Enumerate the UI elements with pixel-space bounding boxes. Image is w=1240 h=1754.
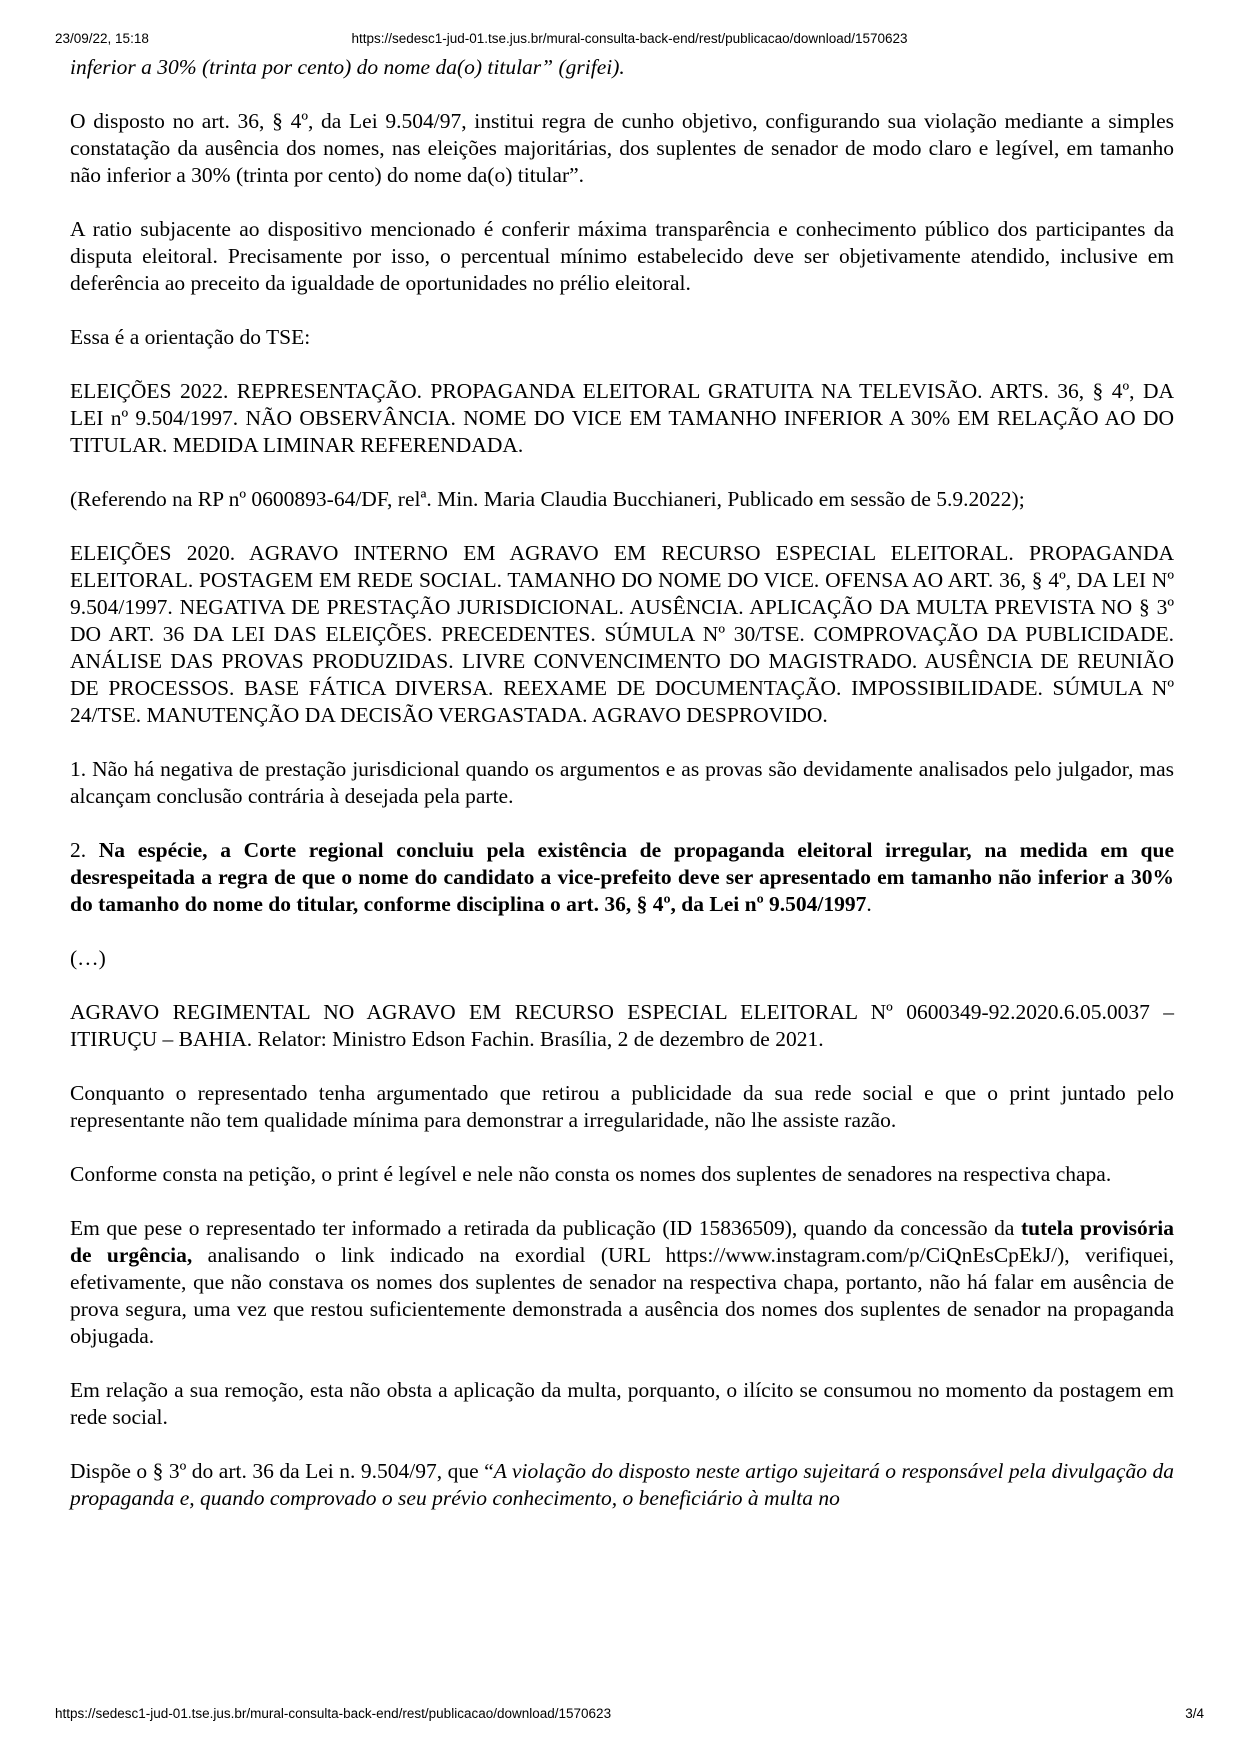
paragraph	[70, 378, 1174, 459]
print-datetime: 23/09/22, 15:18	[55, 31, 149, 46]
text-run: 2.	[70, 838, 99, 862]
text-run: AGRAVO REGIMENTAL NO AGRAVO EM RECURSO ESPECIAL ELEITORAL Nº 0600349-92.2020.6.05.0037 – ITIRUÇU – BAHIA. Relator: Ministro Edson Fachin. Brasília, 2 de dezembro de 2021.	[70, 1000, 1174, 1051]
page-number: 3/4	[1185, 1706, 1204, 1721]
text-run: inferior a 30% (trinta por cento) do nome da(o) titular” (grifei).	[70, 55, 625, 79]
paragraph	[70, 1161, 1174, 1188]
text-run: Dispõe o § 3º do art. 36 da Lei n. 9.504/97, que “	[70, 1459, 494, 1483]
paragraph	[70, 108, 1174, 189]
text-run: analisando o link indicado na exordial (URL https://www.instagram.com/p/CiQnEsCpEkJ/), verifiquei, efetivamente, que não constava os nomes dos suplentes de senador na respectiva chapa, portanto, não há falar em ausência de prova segura, uma vez que restou suficientemente demonstrada a ausência dos nomes dos suplentes de senador na propaganda objugada.	[70, 1243, 1174, 1348]
paragraph	[70, 1080, 1174, 1134]
paragraph	[70, 1215, 1174, 1350]
print-header	[55, 30, 1204, 48]
paragraph	[70, 486, 1174, 513]
paragraph	[70, 1377, 1174, 1431]
text-run: Conforme consta na petição, o print é legível e nele não consta os nomes dos suplentes de senadores na respectiva chapa.	[70, 1162, 1112, 1186]
text-run: (Referendo na RP nº 0600893-64/DF, relª. Min. Maria Claudia Bucchianeri, Publicado em sessão de 5.9.2022);	[70, 487, 1025, 511]
paragraph	[70, 837, 1174, 918]
print-footer-url: https://sedesc1-jud-01.tse.jus.br/mural-consulta-back-end/rest/publicacao/download/1570623	[55, 1706, 612, 1721]
text-run: 1. Não há negativa de prestação jurisdicional quando os argumentos e as provas são devidamente analisados pelo julgador, mas alcançam conclusão contrária à desejada pela parte.	[70, 757, 1174, 808]
paragraph	[70, 216, 1174, 297]
text-run: Essa é a orientação do TSE:	[70, 325, 311, 349]
text-run: A violação do disposto neste artigo sujeitará o responsável pela divulgação da propaganda e, quando comprovado o seu prévio conhecimento, o beneficiário à multa no	[70, 1459, 1174, 1510]
print-header-url: https://sedesc1-jud-01.tse.jus.br/mural-consulta-back-end/rest/publicacao/download/1570623	[351, 31, 908, 46]
paragraph	[70, 756, 1174, 810]
text-run: .	[866, 892, 872, 916]
text-run: (…)	[70, 946, 106, 970]
text-run: Conquanto o representado tenha argumentado que retirou a publicidade da sua rede social e que o print juntado pelo representante não tem qualidade mínima para demonstrar a irregularidade, não lhe assiste razão.	[70, 1081, 1174, 1132]
text-run: Em relação a sua remoção, esta não obsta a aplicação da multa, porquanto, o ilícito se consumou no momento da postagem em rede social.	[70, 1378, 1174, 1429]
text-run: Em que pese o representado ter informado a retirada da publicação (ID 15836509), quando da concessão da	[70, 1216, 1021, 1240]
paragraph	[70, 54, 1174, 81]
text-run: ELEIÇÕES 2020. AGRAVO INTERNO EM AGRAVO EM RECURSO ESPECIAL ELEITORAL. PROPAGANDA ELEITORAL. POSTAGEM EM REDE SOCIAL. TAMANHO DO NOME DO VICE. OFENSA AO ART. 36, § 4º, DA LEI Nº 9.504/1997. NEGATIVA DE PRESTAÇÃO JURISDICIONAL. AUSÊNCIA. APLICAÇÃO DA MULTA PREVISTA NO § 3º DO ART. 36 DA LEI DAS ELEIÇÕES. PRECEDENTES. SÚMULA Nº 30/TSE. COMPROVAÇÃO DA PUBLICIDADE. ANÁLISE DAS PROVAS PRODUZIDAS. LIVRE CONVENCIMENTO DO MAGISTRADO. AUSÊNCIA DE REUNIÃO DE PROCESSOS. BASE FÁTICA DIVERSA. REEXAME DE DOCUMENTAÇÃO. IMPOSSIBILIDADE. SÚMULA Nº 24/TSE. MANUTENÇÃO DA DECISÃO VERGASTADA. AGRAVO DESPROVIDO.	[70, 541, 1174, 727]
text-run: A ratio subjacente ao dispositivo mencionado é conferir máxima transparência e conhecimento público dos participantes da disputa eleitoral. Precisamente por isso, o percentual mínimo estabelecido deve ser objetivamente atendido, inclusive em deferência ao preceito da igualdade de oportunidades no prélio eleitoral.	[70, 217, 1174, 295]
text-run: ELEIÇÕES 2022. REPRESENTAÇÃO. PROPAGANDA ELEITORAL GRATUITA NA TELEVISÃO. ARTS. 36, § 4º, DA LEI nº 9.504/1997. NÃO OBSERVÂNCIA. NOME DO VICE EM TAMANHO INFERIOR A 30% EM RELAÇÃO AO DO TITULAR. MEDIDA LIMINAR REFERENDADA.	[70, 379, 1174, 457]
print-footer	[55, 1705, 1204, 1723]
text-run: tutela provisória de urgência,	[70, 1216, 1174, 1267]
paragraph	[70, 540, 1174, 729]
paragraph	[70, 1458, 1174, 1512]
paragraph	[70, 945, 1174, 972]
paragraph	[70, 324, 1174, 351]
text-run: O disposto no art. 36, § 4º, da Lei 9.504/97, institui regra de cunho objetivo, configurando sua violação mediante a simples constatação da ausência dos nomes, nas eleições majoritárias, dos suplentes de senador de modo claro e legível, em tamanho não inferior a 30% (trinta por cento) do nome da(o) titular”.	[70, 109, 1174, 187]
document-body	[70, 54, 1174, 1539]
paragraph	[70, 999, 1174, 1053]
text-run: Na espécie, a Corte regional concluiu pela existência de propaganda eleitoral irregular, na medida em que desrespeitada a regra de que o nome do candidato a vice-prefeito deve ser apresentado em tamanho não inferior a 30% do tamanho do nome do titular, conforme disciplina o art. 36, § 4º, da Lei nº 9.504/1997	[70, 838, 1174, 916]
